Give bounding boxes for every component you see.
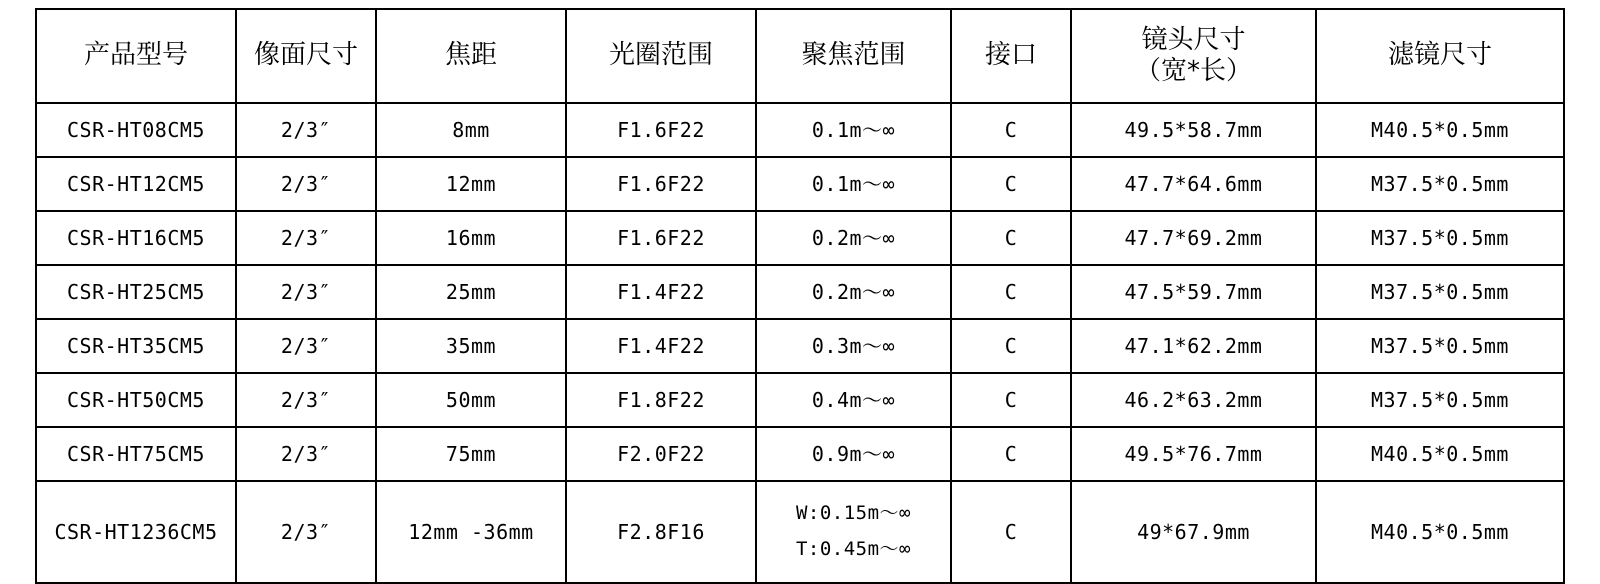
cell-focus-range: 0.1m～∞ bbox=[756, 157, 951, 211]
cell-sensor-size: 2/3″ bbox=[236, 211, 376, 265]
cell-focus-range: 0.2m～∞ bbox=[756, 211, 951, 265]
table-row bbox=[36, 427, 1564, 481]
column-header-lens-size-line2: （宽*长） bbox=[1134, 56, 1252, 86]
cell-model: CSR-HT12CM5 bbox=[36, 157, 236, 211]
cell-mount: C bbox=[951, 319, 1071, 373]
cell-filter-size: M37.5*0.5mm bbox=[1316, 211, 1564, 265]
table-header bbox=[36, 9, 1564, 103]
cell-mount: C bbox=[951, 265, 1071, 319]
column-header-mount-line1: 接口 bbox=[984, 40, 1037, 71]
cell-focal-length: 12mm -36mm bbox=[376, 481, 566, 583]
cell-sensor-size: 2/3″ bbox=[236, 481, 376, 583]
table-row bbox=[36, 481, 1564, 583]
column-header-sensor-size bbox=[236, 9, 376, 103]
cell-mount: C bbox=[951, 157, 1071, 211]
column-header-model bbox=[36, 9, 236, 103]
cell-filter-size: M40.5*0.5mm bbox=[1316, 481, 1564, 583]
cell-sensor-size: 2/3″ bbox=[236, 103, 376, 157]
cell-filter-size: M40.5*0.5mm bbox=[1316, 427, 1564, 481]
cell-sensor-size: 2/3″ bbox=[236, 373, 376, 427]
cell-mount: C bbox=[951, 103, 1071, 157]
cell-sensor-size: 2/3″ bbox=[236, 157, 376, 211]
cell-model: CSR-HT35CM5 bbox=[36, 319, 236, 373]
cell-focal-length: 8mm bbox=[376, 103, 566, 157]
cell-aperture-range: F1.4F22 bbox=[566, 265, 756, 319]
cell-focus-range: 0.3m～∞ bbox=[756, 319, 951, 373]
cell-focus-range bbox=[756, 481, 951, 583]
cell-lens-size: 46.2*63.2mm bbox=[1071, 373, 1316, 427]
column-header-aperture-range bbox=[566, 9, 756, 103]
cell-filter-size: M40.5*0.5mm bbox=[1316, 103, 1564, 157]
cell-model: CSR-HT50CM5 bbox=[36, 373, 236, 427]
cell-mount: C bbox=[951, 427, 1071, 481]
cell-aperture-range: F2.0F22 bbox=[566, 427, 756, 481]
cell-focal-length: 12mm bbox=[376, 157, 566, 211]
column-header-focal-length-line1: 焦距 bbox=[444, 40, 497, 71]
column-header-lens-size-line1: 镜头尺寸 bbox=[1141, 24, 1246, 55]
table-row bbox=[36, 265, 1564, 319]
cell-filter-size: M37.5*0.5mm bbox=[1316, 319, 1564, 373]
cell-lens-size: 47.7*64.6mm bbox=[1071, 157, 1316, 211]
cell-model: CSR-HT75CM5 bbox=[36, 427, 236, 481]
column-header-focus-range-line1: 聚焦范围 bbox=[801, 40, 906, 71]
cell-aperture-range: F1.8F22 bbox=[566, 373, 756, 427]
cell-aperture-range: F1.6F22 bbox=[566, 211, 756, 265]
cell-filter-size: M37.5*0.5mm bbox=[1316, 265, 1564, 319]
cell-model: CSR-HT16CM5 bbox=[36, 211, 236, 265]
cell-lens-size: 49*67.9mm bbox=[1071, 481, 1316, 583]
cell-aperture-range: F2.8F16 bbox=[566, 481, 756, 583]
cell-focus-range: 0.9m～∞ bbox=[756, 427, 951, 481]
table-row bbox=[36, 319, 1564, 373]
cell-filter-size: M37.5*0.5mm bbox=[1316, 373, 1564, 427]
column-header-lens-size bbox=[1071, 9, 1316, 103]
cell-model: CSR-HT08CM5 bbox=[36, 103, 236, 157]
table-row bbox=[36, 103, 1564, 157]
cell-model: CSR-HT25CM5 bbox=[36, 265, 236, 319]
cell-lens-size: 49.5*76.7mm bbox=[1071, 427, 1316, 481]
cell-focal-length: 75mm bbox=[376, 427, 566, 481]
cell-focal-length: 16mm bbox=[376, 211, 566, 265]
column-header-aperture-range-line1: 光圈范围 bbox=[608, 40, 713, 71]
cell-focus-range-wide: W:0.15m～∞ bbox=[795, 502, 911, 525]
column-header-focus-range bbox=[756, 9, 951, 103]
cell-filter-size: M37.5*0.5mm bbox=[1316, 157, 1564, 211]
cell-focus-range-tele: T:0.45m～∞ bbox=[795, 538, 911, 560]
cell-model: CSR-HT1236CM5 bbox=[36, 481, 236, 583]
cell-focal-length: 35mm bbox=[376, 319, 566, 373]
cell-aperture-range: F1.4F22 bbox=[566, 319, 756, 373]
column-header-filter-size-line1: 滤镜尺寸 bbox=[1387, 40, 1492, 71]
column-header-mount bbox=[951, 9, 1071, 103]
cell-mount: C bbox=[951, 211, 1071, 265]
lens-specification-table bbox=[35, 8, 1565, 584]
cell-focus-range: 0.2m～∞ bbox=[756, 265, 951, 319]
table-body bbox=[36, 103, 1564, 583]
cell-lens-size: 47.1*62.2mm bbox=[1071, 319, 1316, 373]
column-header-focal-length bbox=[376, 9, 566, 103]
cell-aperture-range: F1.6F22 bbox=[566, 157, 756, 211]
table-row bbox=[36, 211, 1564, 265]
cell-aperture-range: F1.6F22 bbox=[566, 103, 756, 157]
cell-sensor-size: 2/3″ bbox=[236, 319, 376, 373]
cell-mount: C bbox=[951, 481, 1071, 583]
cell-focus-range: 0.1m～∞ bbox=[756, 103, 951, 157]
column-header-sensor-size-line1: 像面尺寸 bbox=[253, 40, 358, 71]
table-row bbox=[36, 157, 1564, 211]
cell-focal-length: 50mm bbox=[376, 373, 566, 427]
table-row bbox=[36, 373, 1564, 427]
cell-focus-range: 0.4m～∞ bbox=[756, 373, 951, 427]
column-header-filter-size bbox=[1316, 9, 1564, 103]
table-header-row bbox=[36, 9, 1564, 103]
column-header-model-line1: 产品型号 bbox=[83, 40, 188, 71]
cell-lens-size: 47.5*59.7mm bbox=[1071, 265, 1316, 319]
cell-sensor-size: 2/3″ bbox=[236, 265, 376, 319]
cell-lens-size: 47.7*69.2mm bbox=[1071, 211, 1316, 265]
cell-lens-size: 49.5*58.7mm bbox=[1071, 103, 1316, 157]
cell-sensor-size: 2/3″ bbox=[236, 427, 376, 481]
cell-mount: C bbox=[951, 373, 1071, 427]
cell-focal-length: 25mm bbox=[376, 265, 566, 319]
